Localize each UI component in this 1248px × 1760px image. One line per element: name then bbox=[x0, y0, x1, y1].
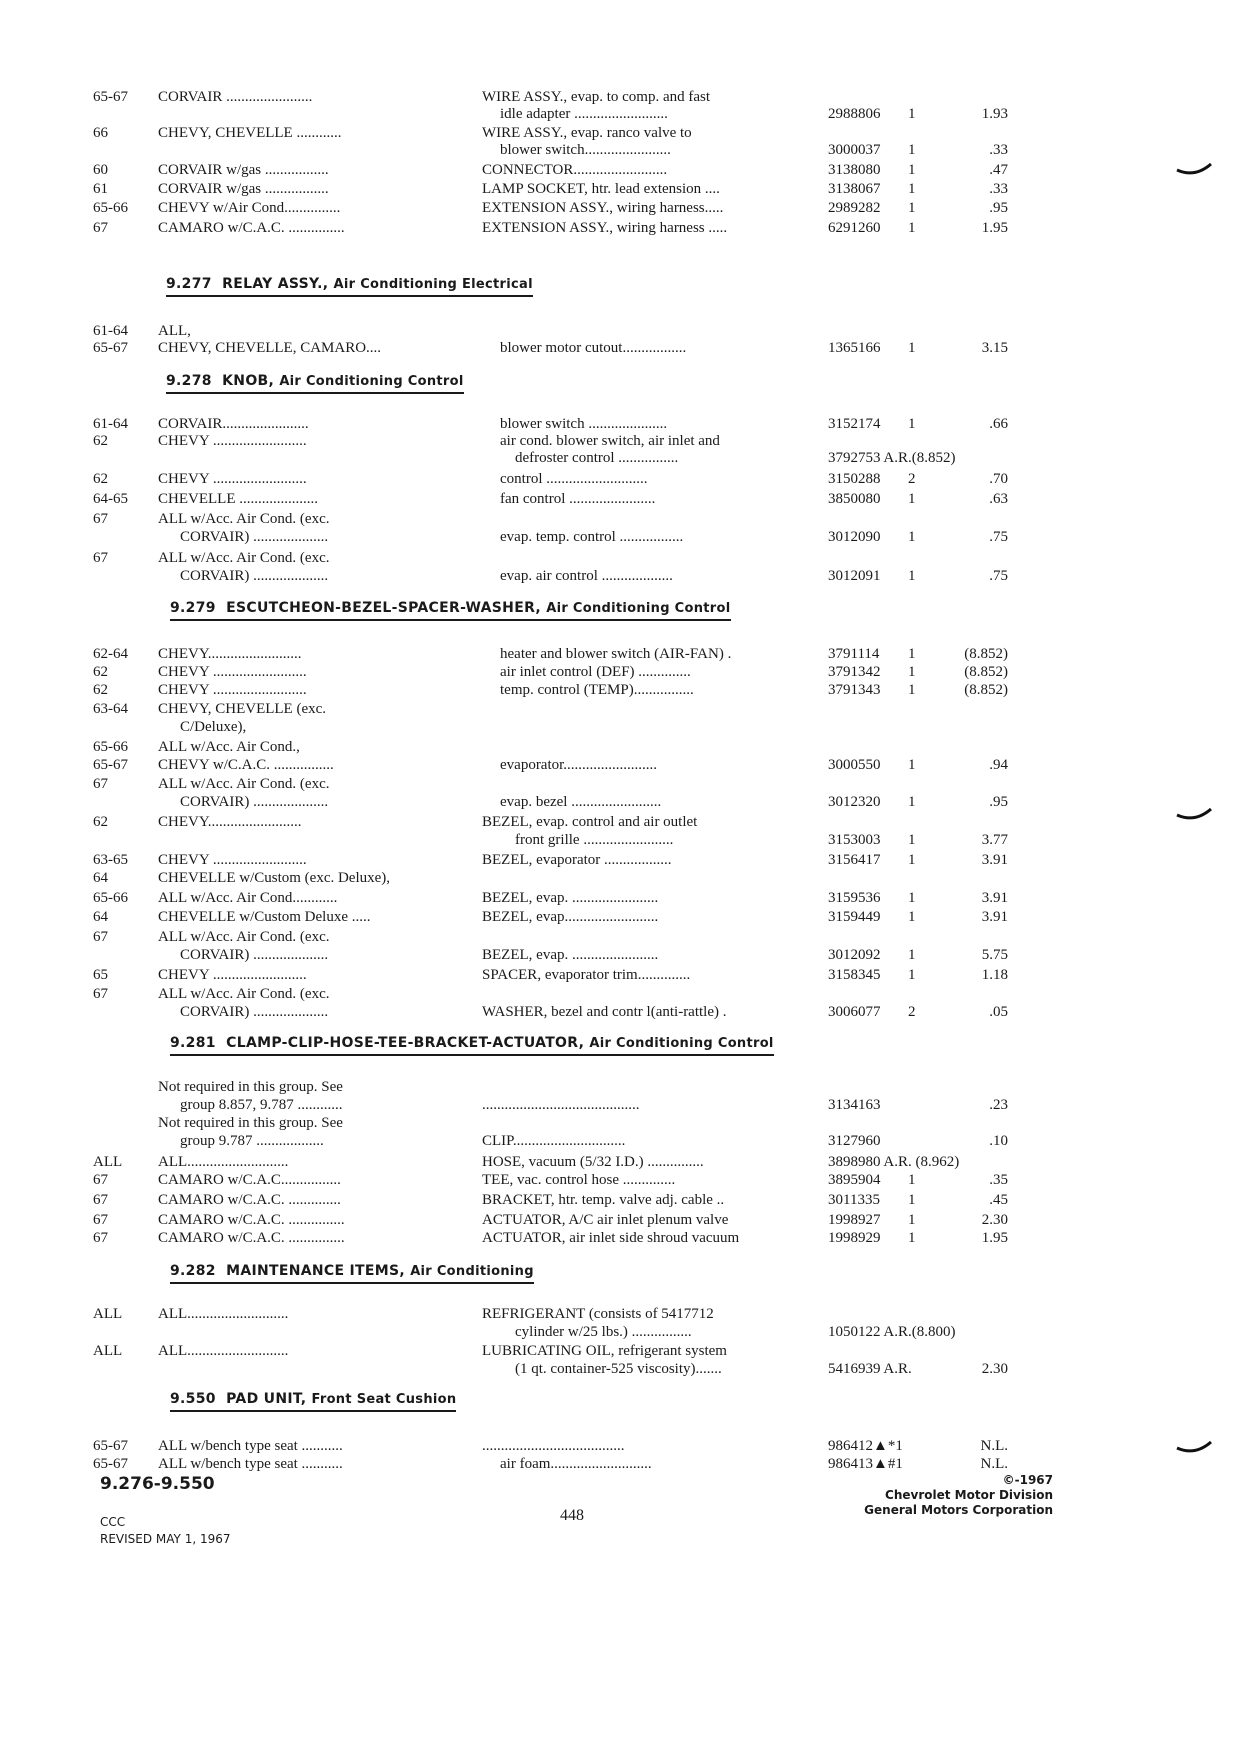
description-cell: BRACKET, htr. temp. valve adj. cable .. bbox=[482, 1192, 725, 1208]
model-cell: CHEVELLE w/Custom Deluxe ..... bbox=[158, 909, 371, 925]
quantity-cell: 1 bbox=[908, 568, 916, 584]
description-cell: LUBRICATING OIL, refrigerant system bbox=[482, 1343, 727, 1359]
section-heading bbox=[170, 600, 731, 621]
year-cell: 61-64 bbox=[93, 323, 128, 339]
price-cell: 2.30 bbox=[981, 1361, 1008, 1377]
model-cell: CORVAIR....................... bbox=[158, 416, 309, 432]
section-subtitle: Air Conditioning bbox=[410, 1264, 534, 1279]
year-cell: 62 bbox=[93, 433, 108, 449]
year-cell: 65-67 bbox=[93, 89, 128, 105]
quantity-cell: 1 bbox=[908, 682, 916, 698]
part-number-cell: 3898980 A.R. (8.962) bbox=[828, 1154, 960, 1170]
model-cell: Not required in this group. See bbox=[158, 1079, 343, 1095]
model-cell: CHEVY, CHEVELLE ............ bbox=[158, 125, 342, 141]
section-title: CLAMP-CLIP-HOSE-TEE-BRACKET-ACTUATOR, bbox=[226, 1035, 585, 1051]
quantity-cell: 2 bbox=[908, 1004, 916, 1020]
price-cell: .23 bbox=[989, 1097, 1008, 1113]
part-number-cell: 3791114 bbox=[828, 646, 880, 662]
price-cell: .94 bbox=[989, 757, 1008, 773]
part-number-cell: 3152174 bbox=[828, 416, 881, 432]
model-cell: CHEVY, CHEVELLE, CAMARO.... bbox=[158, 340, 382, 356]
section-subtitle: Air Conditioning Control bbox=[279, 374, 464, 389]
description-cell: heater and blower switch (AIR-FAN) . bbox=[500, 646, 732, 662]
description-cell: BEZEL, evap. ....................... bbox=[482, 947, 659, 963]
quantity-cell: 1 bbox=[908, 529, 916, 545]
margin-check-mark bbox=[1175, 1438, 1215, 1458]
model-cell: CAMARO w/C.A.C. ............... bbox=[158, 1212, 345, 1228]
price-cell: N.L. bbox=[980, 1438, 1008, 1454]
price-cell: 1.93 bbox=[981, 106, 1008, 122]
part-number-cell: 1050122 A.R.(8.800) bbox=[828, 1324, 956, 1340]
margin-check-mark bbox=[1175, 160, 1215, 180]
price-cell: .75 bbox=[989, 529, 1008, 545]
year-cell: ALL bbox=[93, 1306, 123, 1322]
part-number-cell: 6291260 bbox=[828, 220, 881, 236]
quantity-cell: 1 bbox=[908, 220, 916, 236]
price-cell: .05 bbox=[989, 1004, 1008, 1020]
model-cell: CORVAIR w/gas ................. bbox=[158, 181, 329, 197]
model-cell: CORVAIR) .................... bbox=[180, 568, 329, 584]
description-cell: air inlet control (DEF) .............. bbox=[500, 664, 691, 680]
year-cell: 67 bbox=[93, 550, 108, 566]
model-cell: ALL w/bench type seat ........... bbox=[158, 1438, 343, 1454]
part-number-cell: 3138067 bbox=[828, 181, 881, 197]
year-cell: 67 bbox=[93, 220, 108, 236]
description-cell: idle adapter ......................... bbox=[500, 106, 668, 122]
section-heading bbox=[166, 373, 464, 394]
description-cell: blower switch ..................... bbox=[500, 416, 668, 432]
description-cell: fan control ....................... bbox=[500, 491, 656, 507]
model-cell: ALL w/Acc. Air Cond. (exc. bbox=[158, 929, 330, 945]
price-cell: 2.30 bbox=[981, 1212, 1008, 1228]
year-cell: 62-64 bbox=[93, 646, 128, 662]
year-cell: 62 bbox=[93, 471, 108, 487]
description-cell: SPACER, evaporator trim.............. bbox=[482, 967, 691, 983]
section-subtitle: Front Seat Cushion bbox=[311, 1392, 457, 1407]
description-cell: evap. temp. control ................. bbox=[500, 529, 684, 545]
description-cell: HOSE, vacuum (5/32 I.D.) ............... bbox=[482, 1154, 704, 1170]
part-number-cell: 3006077 bbox=[828, 1004, 881, 1020]
price-cell: 1.18 bbox=[981, 967, 1008, 983]
description-cell: evaporator......................... bbox=[500, 757, 658, 773]
price-cell: 3.91 bbox=[981, 890, 1008, 906]
section-subtitle: Air Conditioning Control bbox=[589, 1036, 774, 1051]
year-cell: 61 bbox=[93, 181, 108, 197]
section-number: 9.282 bbox=[170, 1263, 216, 1279]
model-cell: ALL w/Acc. Air Cond. (exc. bbox=[158, 550, 330, 566]
price-cell: 5.75 bbox=[981, 947, 1008, 963]
model-cell: CHEVY ......................... bbox=[158, 433, 307, 449]
description-cell: CLIP.............................. bbox=[482, 1133, 626, 1149]
year-cell: 66 bbox=[93, 125, 108, 141]
description-cell: EXTENSION ASSY., wiring harness ..... bbox=[482, 220, 728, 236]
part-number-cell: 3895904 bbox=[828, 1172, 881, 1188]
year-cell: 62 bbox=[93, 664, 108, 680]
model-cell: CHEVELLE ..................... bbox=[158, 491, 318, 507]
quantity-cell: 1 bbox=[908, 1230, 916, 1246]
quantity-cell: 1 bbox=[908, 1212, 916, 1228]
section-heading bbox=[170, 1391, 456, 1412]
quantity-cell: 1 bbox=[908, 1172, 916, 1188]
description-cell: BEZEL, evap......................... bbox=[482, 909, 659, 925]
model-cell: ALL........................... bbox=[158, 1154, 289, 1170]
price-cell: .66 bbox=[989, 416, 1008, 432]
price-cell: .70 bbox=[989, 471, 1008, 487]
model-cell: group 8.857, 9.787 ............ bbox=[180, 1097, 343, 1113]
description-cell: LAMP SOCKET, htr. lead extension .... bbox=[482, 181, 720, 197]
year-cell: ALL bbox=[93, 1343, 123, 1359]
publisher-block bbox=[864, 1473, 1053, 1518]
quantity-cell: 1 bbox=[908, 664, 916, 680]
part-number-cell: 3159536 bbox=[828, 890, 881, 906]
section-number: 9.278 bbox=[166, 373, 212, 389]
price-cell: (8.852) bbox=[964, 682, 1008, 698]
section-subtitle: Air Conditioning Electrical bbox=[333, 277, 533, 292]
section-title: ESCUTCHEON-BEZEL-SPACER-WASHER, bbox=[226, 600, 542, 616]
price-cell: .10 bbox=[989, 1133, 1008, 1149]
model-cell: ALL........................... bbox=[158, 1306, 289, 1322]
quantity-cell: 1 bbox=[908, 757, 916, 773]
description-cell: air cond. blower switch, air inlet and bbox=[500, 433, 720, 449]
description-cell: temp. control (TEMP)................ bbox=[500, 682, 694, 698]
model-cell: CHEVY w/Air Cond............... bbox=[158, 200, 341, 216]
section-number: 9.281 bbox=[170, 1035, 216, 1051]
model-cell: ALL w/Acc. Air Cond............ bbox=[158, 890, 338, 906]
part-number-cell: 2989282 bbox=[828, 200, 881, 216]
model-cell: C/Deluxe), bbox=[180, 719, 247, 735]
model-cell: CAMARO w/C.A.C................ bbox=[158, 1172, 341, 1188]
price-cell: 1.95 bbox=[981, 1230, 1008, 1246]
year-cell: 65-67 bbox=[93, 757, 128, 773]
description-cell: CONNECTOR......................... bbox=[482, 162, 668, 178]
quantity-cell: 1 bbox=[908, 416, 916, 432]
quantity-cell: 1 bbox=[908, 909, 916, 925]
price-cell: 3.15 bbox=[981, 340, 1008, 356]
quantity-cell: 1 bbox=[908, 890, 916, 906]
quantity-cell: 1 bbox=[908, 967, 916, 983]
description-cell: WASHER, bezel and contr l(anti-rattle) . bbox=[482, 1004, 727, 1020]
price-cell: 3.77 bbox=[981, 832, 1008, 848]
model-cell: CAMARO w/C.A.C. ............... bbox=[158, 1230, 345, 1246]
copyright: ©-1967 bbox=[1002, 1473, 1053, 1487]
section-number: 9.550 bbox=[170, 1391, 216, 1407]
year-cell: 63-65 bbox=[93, 852, 128, 868]
quantity-cell: 1 bbox=[908, 142, 916, 158]
part-number-cell: 3012091 bbox=[828, 568, 881, 584]
division-name: Chevrolet Motor Division bbox=[885, 1488, 1053, 1502]
model-cell: CHEVY ......................... bbox=[158, 967, 307, 983]
year-cell: 65-67 bbox=[93, 1456, 128, 1472]
part-number-cell: 3000550 bbox=[828, 757, 881, 773]
model-cell: CHEVY, CHEVELLE (exc. bbox=[158, 701, 327, 717]
model-cell: ALL w/Acc. Air Cond., bbox=[158, 739, 300, 755]
model-cell: ALL........................... bbox=[158, 1343, 289, 1359]
catalog-section-range: 9.276-9.550 bbox=[100, 1474, 215, 1494]
quantity-cell: 1 bbox=[908, 852, 916, 868]
part-number-cell: 3138080 bbox=[828, 162, 881, 178]
quantity-cell: 1 bbox=[908, 832, 916, 848]
description-cell: ...................................... bbox=[482, 1438, 625, 1454]
part-number-cell: 3850080 bbox=[828, 491, 881, 507]
year-cell: 67 bbox=[93, 1172, 108, 1188]
quantity-cell: 1 bbox=[908, 1192, 916, 1208]
part-number-cell: 3156417 bbox=[828, 852, 881, 868]
price-cell: 3.91 bbox=[981, 852, 1008, 868]
part-number-cell: 3134163 bbox=[828, 1097, 881, 1113]
model-cell: CHEVY......................... bbox=[158, 646, 302, 662]
description-cell: .......................................... bbox=[482, 1097, 640, 1113]
price-cell: .63 bbox=[989, 491, 1008, 507]
model-cell: CORVAIR) .................... bbox=[180, 1004, 329, 1020]
description-cell: WIRE ASSY., evap. to comp. and fast bbox=[482, 89, 711, 105]
catalog-code: CCC bbox=[100, 1515, 126, 1529]
description-cell: front grille ........................ bbox=[515, 832, 674, 848]
description-cell: evap. bezel ........................ bbox=[500, 794, 662, 810]
section-heading bbox=[170, 1263, 534, 1284]
part-number-cell: 3127960 bbox=[828, 1133, 881, 1149]
section-subtitle: Air Conditioning Control bbox=[546, 601, 731, 616]
year-cell: 67 bbox=[93, 1212, 108, 1228]
model-cell: CORVAIR w/gas ................. bbox=[158, 162, 329, 178]
description-cell: WIRE ASSY., evap. ranco valve to bbox=[482, 125, 692, 141]
quantity-cell: 1 bbox=[908, 794, 916, 810]
section-heading bbox=[166, 276, 533, 297]
part-number-cell: 3159449 bbox=[828, 909, 881, 925]
price-cell: .47 bbox=[989, 162, 1008, 178]
year-cell: 60 bbox=[93, 162, 108, 178]
part-number-cell: 3000037 bbox=[828, 142, 881, 158]
model-cell: CHEVY ......................... bbox=[158, 852, 307, 868]
part-number-cell: 1365166 bbox=[828, 340, 881, 356]
section-heading bbox=[170, 1035, 774, 1056]
model-cell: ALL, bbox=[158, 323, 191, 339]
price-cell: N.L. bbox=[980, 1456, 1008, 1472]
part-number-cell: 2988806 bbox=[828, 106, 881, 122]
year-cell: 65-66 bbox=[93, 739, 128, 755]
quantity-cell: 2 bbox=[908, 471, 916, 487]
year-cell: 67 bbox=[93, 929, 108, 945]
quantity-cell: 1 bbox=[908, 181, 916, 197]
part-number-cell: 3792753 A.R.(8.852) bbox=[828, 450, 956, 466]
price-cell: 3.91 bbox=[981, 909, 1008, 925]
model-cell: CHEVY ......................... bbox=[158, 664, 307, 680]
model-cell: ALL w/bench type seat ........... bbox=[158, 1456, 343, 1472]
description-cell: BEZEL, evap. ....................... bbox=[482, 890, 659, 906]
section-number: 9.279 bbox=[170, 600, 216, 616]
quantity-cell: 1 bbox=[908, 162, 916, 178]
model-cell: CHEVY ......................... bbox=[158, 682, 307, 698]
year-cell: 64-65 bbox=[93, 491, 128, 507]
model-cell: CHEVY......................... bbox=[158, 814, 302, 830]
year-cell: 67 bbox=[93, 511, 108, 527]
part-number-cell: 986413▲#1 bbox=[828, 1456, 903, 1472]
description-cell: control ........................... bbox=[500, 471, 648, 487]
description-cell: TEE, vac. control hose .............. bbox=[482, 1172, 676, 1188]
price-cell: 1.95 bbox=[981, 220, 1008, 236]
description-cell: ACTUATOR, air inlet side shroud vacuum bbox=[482, 1230, 740, 1246]
part-number-cell: 3012092 bbox=[828, 947, 881, 963]
quantity-cell: 1 bbox=[908, 106, 916, 122]
part-number-cell: 1998927 bbox=[828, 1212, 881, 1228]
year-cell: 65-67 bbox=[93, 340, 128, 356]
price-cell: .95 bbox=[989, 794, 1008, 810]
description-cell: REFRIGERANT (consists of 5417712 bbox=[482, 1306, 714, 1322]
part-number-cell: 3011335 bbox=[828, 1192, 880, 1208]
part-number-cell: 3791343 bbox=[828, 682, 881, 698]
description-cell: defroster control ................ bbox=[515, 450, 679, 466]
description-cell: cylinder w/25 lbs.) ................ bbox=[515, 1324, 692, 1340]
corporation-name: General Motors Corporation bbox=[864, 1503, 1053, 1517]
model-cell: Not required in this group. See bbox=[158, 1115, 343, 1131]
price-cell: (8.852) bbox=[964, 646, 1008, 662]
year-cell: 62 bbox=[93, 682, 108, 698]
description-cell: BEZEL, evap. control and air outlet bbox=[482, 814, 698, 830]
quantity-cell: 1 bbox=[908, 646, 916, 662]
year-cell: 62 bbox=[93, 814, 108, 830]
part-number-cell: 1998929 bbox=[828, 1230, 881, 1246]
model-cell: CORVAIR) .................... bbox=[180, 529, 329, 545]
description-cell: blower switch....................... bbox=[500, 142, 671, 158]
part-number-cell: 986412▲*1 bbox=[828, 1438, 903, 1454]
section-title: MAINTENANCE ITEMS, bbox=[226, 1263, 405, 1279]
description-cell: EXTENSION ASSY., wiring harness..... bbox=[482, 200, 724, 216]
model-cell: ALL w/Acc. Air Cond. (exc. bbox=[158, 776, 330, 792]
year-cell: 65-67 bbox=[93, 1438, 128, 1454]
section-title: PAD UNIT, bbox=[226, 1391, 307, 1407]
model-cell: ALL w/Acc. Air Cond. (exc. bbox=[158, 986, 330, 1002]
price-cell: .45 bbox=[989, 1192, 1008, 1208]
part-number-cell: 3153003 bbox=[828, 832, 881, 848]
model-cell: CORVAIR) .................... bbox=[180, 947, 329, 963]
margin-check-mark bbox=[1175, 805, 1215, 825]
description-cell: air foam........................... bbox=[500, 1456, 652, 1472]
part-number-cell: 3012320 bbox=[828, 794, 881, 810]
description-cell: blower motor cutout................. bbox=[500, 340, 687, 356]
part-number-cell: 3791342 bbox=[828, 664, 881, 680]
price-cell: .35 bbox=[989, 1172, 1008, 1188]
quantity-cell: 1 bbox=[908, 200, 916, 216]
model-cell: CORVAIR) .................... bbox=[180, 794, 329, 810]
year-cell: 63-64 bbox=[93, 701, 128, 717]
revision-date: REVISED MAY 1, 1967 bbox=[100, 1532, 231, 1546]
year-cell: 67 bbox=[93, 1192, 108, 1208]
year-cell: 67 bbox=[93, 1230, 108, 1246]
section-title: RELAY ASSY., bbox=[222, 276, 329, 292]
description-cell: ACTUATOR, A/C air inlet plenum valve bbox=[482, 1212, 729, 1228]
year-cell: 65 bbox=[93, 967, 108, 983]
page-number: 448 bbox=[560, 1507, 584, 1524]
quantity-cell: 1 bbox=[908, 340, 916, 356]
model-cell: CHEVY w/C.A.C. ................ bbox=[158, 757, 334, 773]
year-cell: 67 bbox=[93, 986, 108, 1002]
model-cell: group 9.787 .................. bbox=[180, 1133, 324, 1149]
price-cell: .95 bbox=[989, 200, 1008, 216]
price-cell: .33 bbox=[989, 142, 1008, 158]
price-cell: .75 bbox=[989, 568, 1008, 584]
year-cell: 64 bbox=[93, 870, 108, 886]
quantity-cell: 1 bbox=[908, 947, 916, 963]
year-cell: 65-66 bbox=[93, 890, 128, 906]
model-cell: CORVAIR ....................... bbox=[158, 89, 313, 105]
year-cell: 67 bbox=[93, 776, 108, 792]
year-cell: 64 bbox=[93, 909, 108, 925]
year-cell: 61-64 bbox=[93, 416, 128, 432]
year-cell: 65-66 bbox=[93, 200, 128, 216]
part-number-cell: 3158345 bbox=[828, 967, 881, 983]
year-cell: ALL bbox=[93, 1154, 123, 1170]
section-number: 9.277 bbox=[166, 276, 212, 292]
model-cell: CAMARO w/C.A.C. .............. bbox=[158, 1192, 341, 1208]
price-cell: (8.852) bbox=[964, 664, 1008, 680]
quantity-cell: 1 bbox=[908, 491, 916, 507]
description-cell: evap. air control ................... bbox=[500, 568, 673, 584]
model-cell: ALL w/Acc. Air Cond. (exc. bbox=[158, 511, 330, 527]
part-number-cell: 5416939 A.R. bbox=[828, 1361, 912, 1377]
part-number-cell: 3012090 bbox=[828, 529, 881, 545]
model-cell: CAMARO w/C.A.C. ............... bbox=[158, 220, 345, 236]
description-cell: (1 qt. container-525 viscosity)....... bbox=[515, 1361, 722, 1377]
section-title: KNOB, bbox=[222, 373, 275, 389]
model-cell: CHEVY ......................... bbox=[158, 471, 307, 487]
model-cell: CHEVELLE w/Custom (exc. Deluxe), bbox=[158, 870, 391, 886]
price-cell: .33 bbox=[989, 181, 1008, 197]
part-number-cell: 3150288 bbox=[828, 471, 881, 487]
description-cell: BEZEL, evaporator .................. bbox=[482, 852, 672, 868]
